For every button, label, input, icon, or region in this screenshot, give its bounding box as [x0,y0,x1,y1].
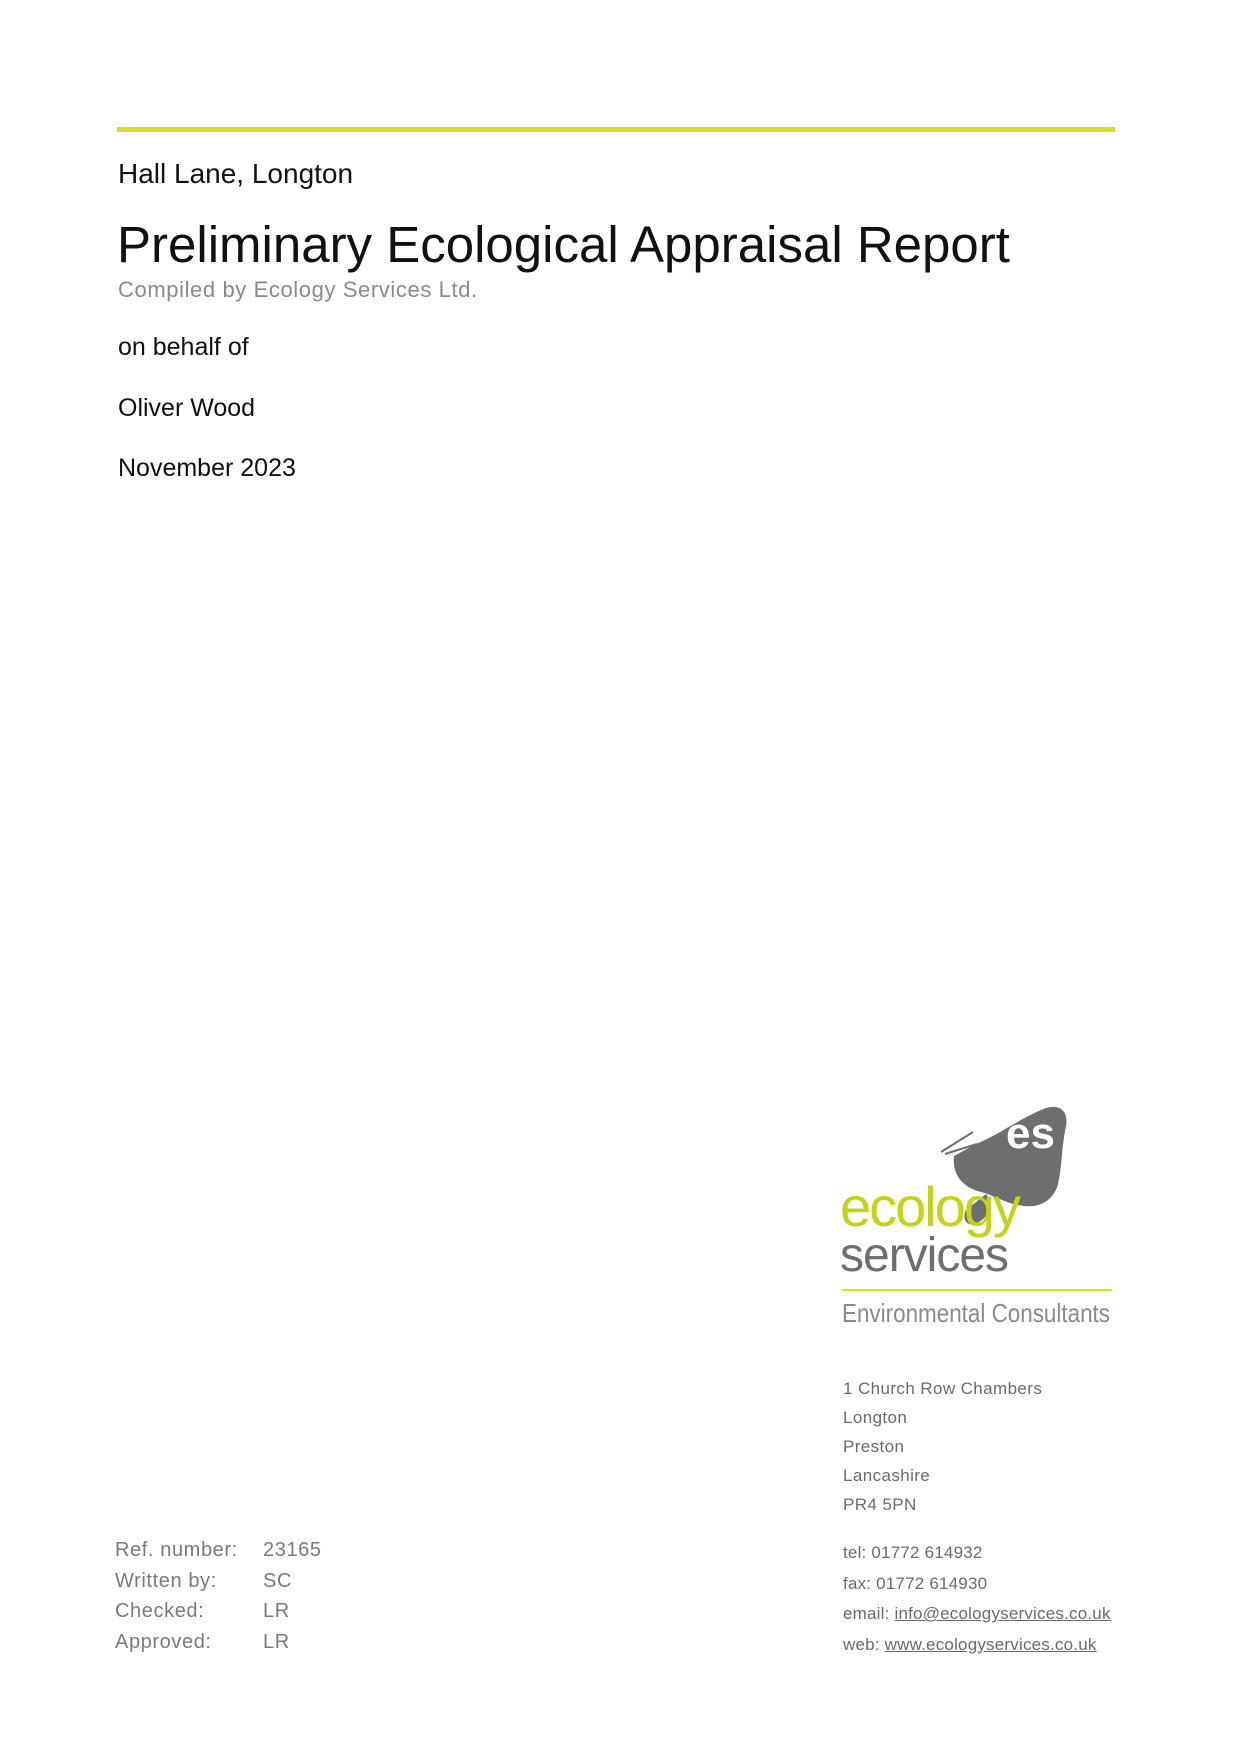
ref-row [115,1535,322,1566]
written-value: SC [263,1569,292,1592]
address-line: 1 Church Row Chambers [843,1379,1043,1398]
compiled-by: Compiled by Ecology Services Ltd. [118,277,478,302]
report-date: November 2023 [118,454,296,482]
fax-line [843,1569,1111,1600]
email-line [843,1599,1111,1630]
svg-text:es: es [1006,1109,1055,1158]
website-link[interactable]: www.ecologyservices.co.uk [884,1634,1097,1654]
web-line [843,1630,1111,1661]
approved-value: LR [263,1630,290,1653]
checked-row [115,1596,322,1627]
written-label: Written by: [115,1569,217,1592]
on-behalf-of: on behalf of [118,333,249,361]
company-logo [836,1096,1116,1336]
report-title: Preliminary Ecological Appraisal Report [117,216,1010,273]
document-references [115,1535,322,1657]
address-postcode: PR4 5PN [843,1495,917,1514]
address-line: Longton [843,1408,908,1427]
tel-label: tel: [843,1543,872,1562]
approved-row [115,1627,322,1658]
butterfly-logo-icon [836,1096,1116,1336]
checked-label: Checked: [115,1600,205,1622]
contact-details [843,1538,1111,1660]
tel-line [843,1538,1111,1569]
company-address [843,1374,1042,1519]
email-label: email: [843,1604,895,1623]
tel-number: 01772 614932 [871,1543,983,1562]
fax-label: fax: [843,1573,877,1593]
svg-text:ecology: ecology [840,1175,1020,1238]
web-label: web: [843,1634,885,1654]
email-link[interactable]: info@ecologyservices.co.uk [894,1604,1111,1623]
written-row [115,1566,322,1597]
fax-number: 01772 614930 [876,1573,988,1593]
client-name: Oliver Wood [118,394,256,422]
svg-text:services: services [840,1229,1009,1282]
site-location: Hall Lane, Longton [118,158,354,189]
svg-text:Environmental Consultants: Environmental Consultants [842,1298,1110,1328]
checked-value: LR [263,1600,290,1622]
address-line: Preston [843,1437,905,1456]
ref-label: Ref. number: [115,1539,238,1561]
ref-value: 23165 [263,1539,322,1561]
header-rule [117,127,1115,132]
approved-label: Approved: [115,1630,212,1653]
address-line: Lancashire [843,1466,931,1485]
